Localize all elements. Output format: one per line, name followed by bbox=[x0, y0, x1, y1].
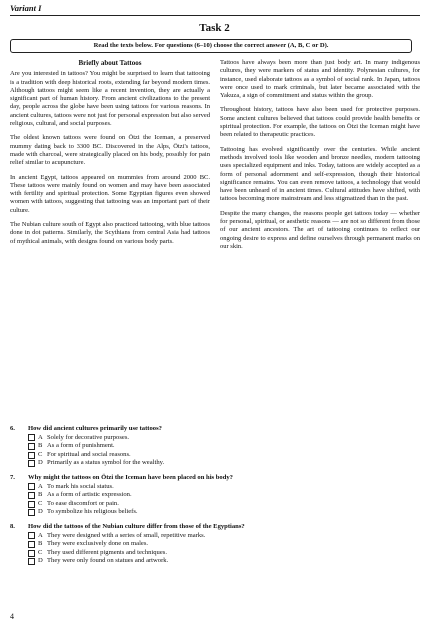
answer-checkbox[interactable] bbox=[28, 509, 35, 516]
option-text: They used different pigments and techniques. bbox=[47, 548, 167, 556]
article-right-column bbox=[220, 59, 420, 257]
option-text: Primarily as a status symbol for the wealthy. bbox=[47, 459, 165, 467]
answer-option[interactable] bbox=[10, 532, 420, 541]
article-left-column bbox=[10, 59, 210, 252]
option-letter: A bbox=[38, 433, 43, 441]
instruction-box: Read the texts below. For questions (6–10) choose the correct answer (A, B, C or D). bbox=[10, 39, 412, 53]
answer-checkbox[interactable] bbox=[28, 541, 35, 548]
answer-option[interactable] bbox=[10, 508, 420, 517]
question-stem: How did ancient cultures primarily use tattoos? bbox=[28, 425, 162, 432]
answer-option[interactable] bbox=[10, 491, 420, 500]
option-text: They were designed with a series of small, repetitive marks. bbox=[47, 531, 206, 539]
article-paragraph: In ancient Egypt, tattoos appeared on mummies from around 2000 BC. These tattoos were mainly found on women and may have been associated with fertility and spiritual protection. Some Egyptian figures even showed women with tattoos, suggesting that tattooing was an important part of their culture. bbox=[10, 173, 210, 214]
answer-option[interactable] bbox=[10, 540, 420, 549]
answer-checkbox[interactable] bbox=[28, 452, 35, 459]
option-text: To mark his social status. bbox=[47, 482, 114, 490]
option-text: Solely for decorative purposes. bbox=[47, 433, 130, 441]
variant-label: Variant I bbox=[10, 3, 42, 13]
article-paragraph: The Nubian culture south of Egypt also practiced tattooing, with blue tattoos done in dot patterns. Similarly, the Scythians from central Asia had tattoos of mythical animals, with designs found on various body parts. bbox=[10, 221, 210, 245]
article-paragraph: Despite the many changes, the reasons people get tattoos today — whether for personal, spiritual, or aesthetic reasons — are not so different from those of our ancient ancestors. The art of tattooing continues to reflect our ongoing desire to express and define ourselves through permanent marks on our skin. bbox=[220, 209, 420, 250]
option-letter: A bbox=[38, 531, 43, 539]
article-paragraph: Are you interested in tattoos? You might be surprised to learn that tattooing is a tradition with deep historical roots, extending far beyond modern times. Although tattoos might seem like a recent invention, they are actually a significant part of human history. From ancient civilizations to the present day, people across the globe have been using tattoos for various reasons. In ancient cultures, tattoos were not just for personal expression but also served religious, cultural, and social purposes. bbox=[10, 70, 210, 128]
answer-checkbox[interactable] bbox=[28, 501, 35, 508]
answer-checkbox[interactable] bbox=[28, 434, 35, 441]
question-list bbox=[10, 425, 420, 572]
answer-checkbox[interactable] bbox=[28, 492, 35, 499]
question-number: 8. bbox=[10, 522, 15, 530]
article-paragraph: The oldest known tattoos were found on Ötzi the Iceman, a preserved mummy dating back to 3300 BC. Discovered in the Alps, Ötzi's tattoos, made with charcoal, were strategically placed on his body, possibly for pain relief similar to acupuncture. bbox=[10, 134, 210, 167]
option-text: To ease discomfort or pain. bbox=[47, 499, 119, 507]
answer-option[interactable] bbox=[10, 557, 420, 566]
article-paragraph: Tattooing has evolved significantly over the centuries. While ancient methods involved tools like wooden and bronze needles, modern tattooing uses specialized equipment and inks. Today, tattoos are widely accepted as a form of personal adornment and self-expression, though their historical significance remains. You can even remove tattoos, a technology that would have been unheard of in ancient times. Cultural attitudes have shifted, with tattoos becoming more mainstream and less stigmatized than in the past. bbox=[220, 145, 420, 203]
option-letter: D bbox=[38, 459, 43, 467]
option-letter: D bbox=[38, 557, 43, 565]
answer-option[interactable] bbox=[10, 451, 420, 460]
answer-checkbox[interactable] bbox=[28, 460, 35, 467]
option-letter: B bbox=[38, 491, 43, 499]
answer-checkbox[interactable] bbox=[28, 558, 35, 565]
option-text: They were only found on statues and artwork. bbox=[47, 557, 169, 565]
article-title: Briefly about Tattoos bbox=[78, 59, 142, 67]
question-number: 7. bbox=[10, 473, 15, 481]
option-text: As a form of punishment. bbox=[47, 442, 115, 450]
answer-option[interactable] bbox=[10, 459, 420, 468]
answer-option[interactable] bbox=[10, 483, 420, 492]
answer-option[interactable] bbox=[10, 549, 420, 558]
option-letter: D bbox=[38, 508, 43, 516]
article-paragraph: Throughout history, tattoos have also been used for protective purposes. Some ancient cultures believed that tattoos could provide health benefits or spiritual protection. For example, the tattoos on Ötzi the Iceman might have been related to therapeutic practices. bbox=[220, 106, 420, 139]
question-8 bbox=[10, 523, 420, 566]
option-letter: B bbox=[38, 540, 43, 548]
answer-checkbox[interactable] bbox=[28, 483, 35, 490]
answer-option[interactable] bbox=[10, 500, 420, 509]
option-letter: C bbox=[38, 499, 43, 507]
page-number: 4 bbox=[10, 612, 14, 621]
answer-checkbox[interactable] bbox=[28, 443, 35, 450]
option-letter: C bbox=[38, 548, 43, 556]
question-stem: Why might the tattoos on Ötzi the Iceman have been placed on his body? bbox=[28, 473, 233, 481]
answer-checkbox[interactable] bbox=[28, 532, 35, 539]
question-7 bbox=[10, 474, 420, 517]
answer-checkbox[interactable] bbox=[28, 550, 35, 557]
header-rule bbox=[10, 15, 420, 16]
answer-option[interactable] bbox=[10, 442, 420, 451]
answer-option[interactable] bbox=[10, 434, 420, 443]
task-title: Task 2 bbox=[199, 22, 230, 34]
option-text: To symbolize his religious beliefs. bbox=[47, 508, 138, 516]
option-letter: A bbox=[38, 482, 43, 490]
option-letter: C bbox=[38, 450, 43, 458]
question-stem: How did the tattoos of the Nubian culture differ from those of the Egyptians? bbox=[28, 522, 245, 530]
option-text: As a form of artistic expression. bbox=[47, 491, 132, 499]
option-letter: B bbox=[38, 442, 43, 450]
option-text: They were exclusively done on males. bbox=[47, 540, 149, 548]
question-6 bbox=[10, 425, 420, 468]
article-paragraph: Tattoos have always been more than just body art. In many indigenous cultures, they were markers of status and identity. Polynesian cultures, for instance, used elaborate tattoos as a symbol of social rank. In Japan, tattoos were once used to mark criminals, but later became associated with the Yakuza, a sign of commitment and status within the group. bbox=[220, 59, 420, 100]
option-text: For spiritual and social reasons. bbox=[47, 450, 131, 458]
question-number: 6. bbox=[10, 425, 15, 432]
